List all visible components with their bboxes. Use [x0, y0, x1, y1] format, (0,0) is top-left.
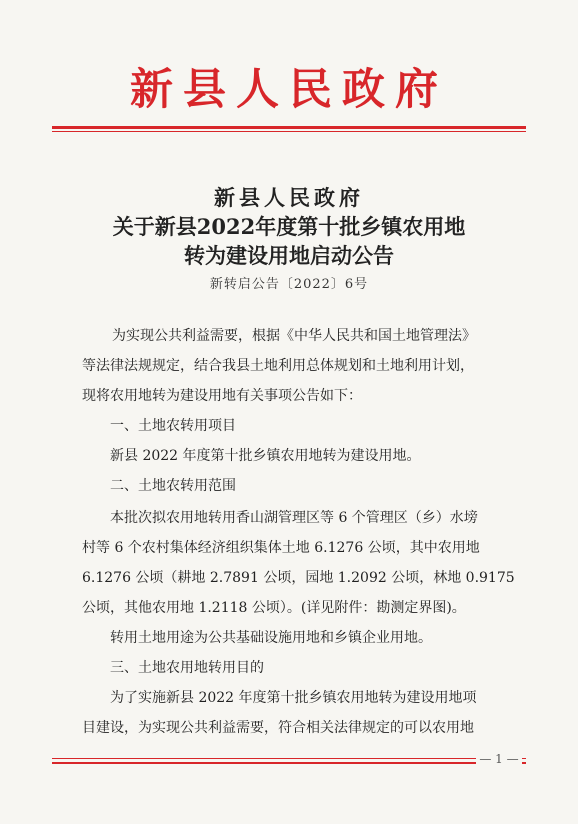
- section-1-heading: 一、土地农转用项目: [110, 418, 236, 434]
- footer-rule-thin: [52, 758, 526, 759]
- section-2-heading: 二、土地农转用范围: [110, 478, 236, 494]
- intro-line-3: 现将农用地转为建设用地有关事项公告如下：: [82, 388, 362, 404]
- doc-title-line-2: 关于新县2022年度第十批乡镇农用地: [112, 214, 466, 239]
- section-2-line-2: 村等 6 个农村集体经济组织集体土地 6.1276 公顷，其中农用地: [82, 540, 480, 556]
- page-number: — 1 —: [476, 752, 522, 766]
- masthead-title: 新县人民政府: [130, 65, 448, 115]
- doc-title-line-3: 转为建设用地启动公告: [184, 243, 394, 268]
- section-1-text: 新县 2022 年度第十批乡镇农用地转为建设用地。: [110, 448, 421, 464]
- doc-number: 新转启公告〔2022〕6号: [209, 277, 369, 292]
- section-3-line-1: 为了实施新县 2022 年度第十批乡镇农用地转为建设用地项: [110, 690, 477, 706]
- doc-title-line-1: 新县人民政府: [214, 185, 364, 210]
- masthead-rule-thick: [52, 126, 526, 129]
- footer-rule-thick: [52, 762, 526, 764]
- section-2-line-5: 转用土地用途为公共基础设施用地和乡镇企业用地。: [110, 630, 432, 646]
- section-3-heading: 三、土地农用地转用目的: [110, 660, 264, 676]
- intro-line-1: 为实现公共利益需要，根据《中华人民共和国土地管理法》: [112, 328, 476, 344]
- intro-line-2: 等法律法规规定，结合我县土地利用总体规划和土地利用计划，: [82, 358, 474, 374]
- section-3-line-2: 目建设，为实现公共利益需要，符合相关法律规定的可以农用地: [82, 720, 474, 736]
- masthead-rule-thin: [52, 131, 526, 132]
- section-2-line-4: 公顷，其他农用地 1.2118 公顷）。(详见附件：勘测定界图)。: [82, 600, 466, 616]
- section-2-line-3: 6.1276 公顷（耕地 2.7891 公顷，园地 1.2092 公顷，林地 0.9175: [82, 570, 515, 586]
- section-2-line-1: 本批次拟农用地转用香山湖管理区等 6 个管理区（乡）水塝: [110, 510, 478, 526]
